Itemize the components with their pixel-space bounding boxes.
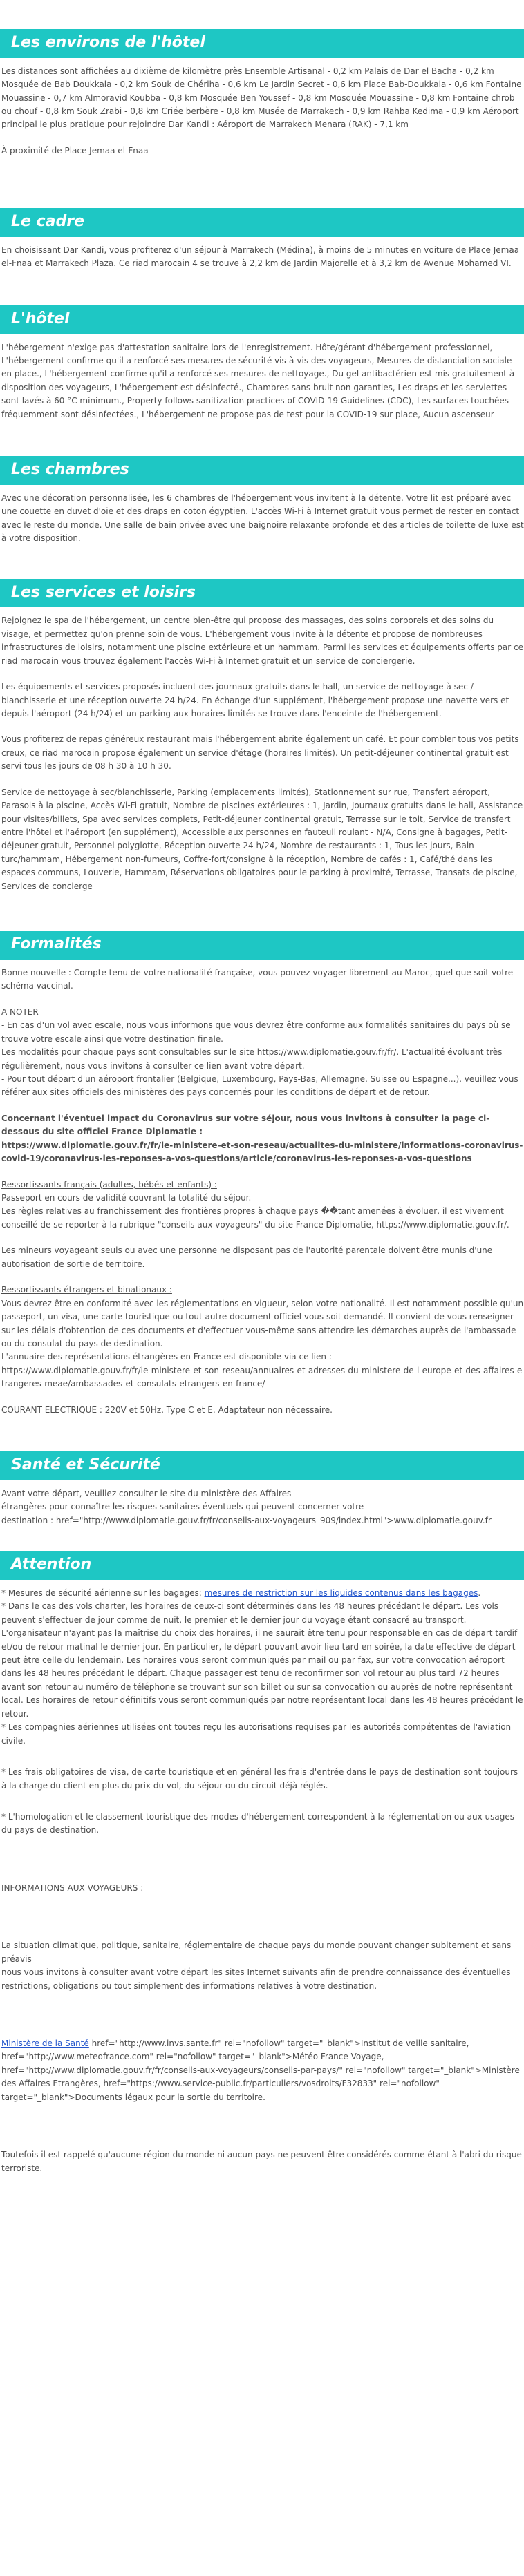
formalites-binationaux (1, 1284, 524, 1391)
section-title-formalites: Formalités (0, 931, 524, 960)
section-environs (0, 0, 524, 158)
formalites-a-noter (1, 1006, 524, 1100)
formalites-bonne-nouvelle: Bonne nouvelle : Compte tenu de votre nationalité française, vous pouvez voyager librement au Maroc, quel que soit votre schéma vaccinal. (1, 967, 514, 991)
section-cadre (0, 170, 524, 271)
section-content-chambres (0, 485, 524, 546)
sante-l3: destination : href="http://www.diplomatie.gouv.fr/fr/conseils-aux-voyageurs_909/index.html">www.diplomatie.gouv.fr (1, 1515, 492, 1525)
section-chambres (0, 434, 524, 545)
infos-voyageurs-l2: nous vous invitons à consulter avant votre départ les sites Internet suivants afin de prendre connaissance des éventuelles restrictions, obligations ou tout simplement des informations relatives à votre destination. (1, 1967, 511, 1991)
spacer (1, 1805, 524, 1811)
formalites-coronavirus (1, 1112, 524, 1166)
section-title-services: Les services et loisirs (0, 579, 524, 608)
spacer (1, 2117, 524, 2148)
section-title-attention: Attention (0, 1551, 524, 1580)
attention-terrorisme: Toutefois il est rappelé qu'aucune région du monde ni aucun pays ne peuvent être considérés comme étant à l'abri du risque terroriste. (1, 2150, 522, 2173)
services-spa: Rejoignez le spa de l'hébergement, un centre bien-être qui propose des massages, des soins corporels et des soins du visage, et permettez qu'on prenne soin de vous. L'hébergement vous invite à la détente et propose de nombreuses infrastructures de loisirs, notamment une piscine extérieure et un hammam. Parmi les services et équipements offerts par ce riad marocain vous trouvez également l'accès Wi-Fi à Internet gratuit et un service de conciergerie. (1, 616, 523, 666)
ressortissants-francais-passeport: Passeport en cours de validité couvrant la totalité du séjour. (1, 1193, 252, 1203)
infos-voyageurs-liens-text: href="http://www.invs.sante.fr" rel="nofollow" target="_blank">Institut de veille sanitaire, href="http://www.meteofrance.com" rel="nofollow" target="_blank">Météo France Voyage, href="http://www.diplomatie.gouv.fr/fr/conseils-aux-voyageurs/conseils-par-pays/" rel="nofollow" target="_blank">Ministère des Affaires Etrangères, href="https://www.service-public.fr/particuliers/vosdroits/F32833" rel="nofollow" target="_blank">Documents légaux pour la sortie du territoire. (1, 2039, 520, 2102)
attention-frais: * Les frais obligatoires de visa, de carte touristique et en général les frais d'entrée dans le pays de destination sont toujours à la charge du client en plus du prix du vol, du séjour ou du circuit déjà réglés. (1, 1767, 518, 1791)
infos-voyageurs-liens (1, 2037, 524, 2104)
section-title-chambres: Les chambres (0, 456, 524, 485)
spacer (1, 1760, 524, 1766)
section-attention (0, 1527, 524, 2175)
section-title-environs: Les environs de l'hôtel (0, 29, 524, 58)
section-title-sante: Santé et Sécurité (0, 1451, 524, 1480)
spacer (1, 1907, 524, 1939)
section-services (0, 558, 524, 894)
binationaux-text: Vous devrez être en conformité avec les réglementations en vigueur, selon votre nationalité. Il est notamment possible qu'un passeport, un visa, une carte touristique ou tout autre document officiel vous soit demandé. Il convient de vous renseigner sur les délais d'obtention de ces documents et d'effectuer vous-même sans attendre les démarches auprès de l'ambassade ou du consulat du pays de destination. (1, 1298, 524, 1348)
section-hotel (0, 283, 524, 421)
infos-voyageurs-l1: La situation climatique, politique, sanitaire, réglementaire de chaque pays du monde pouvant changer subitement et sans préavis (1, 1940, 512, 1964)
coronavirus-text: Concernant l'éventuel impact du Coronavirus sur votre séjour, nous vous invitons à consulter la page ci-dessous du site officiel France Diplomatie : (1, 1113, 490, 1137)
services-equipements: Les équipements et services proposés incluent des journaux gratuits dans le hall, un service de nettoyage à sec / blanchisserie et une réception ouverte 24 h/24. En échange d'un supplément, l'hébergement propose une navette vers et depuis l'aéroport (24 h/24) et un parking aux horaires limités se trouve dans l'enceinte de l'hébergement. (1, 682, 509, 718)
ressortissants-francais-regles: Les règles relatives au franchissement des frontières propres à chaque pays ��tant amenées à évoluer, il est vivement conseillé de se reporter à la rubrique "conseils aux voyageurs" du site France Diplomatie, https://www.diplomatie.gouv.fr/. (1, 1206, 509, 1230)
section-title-hotel: L'hôtel (0, 305, 524, 334)
attention-bagages-suffix: . (478, 1587, 481, 1598)
section-content-environs (0, 58, 524, 158)
section-content-sante (0, 1480, 524, 1527)
section-content-hotel (0, 334, 524, 422)
sante-l2: étrangères pour connaître les risques sanitaires éventuels qui peuvent concerner votre (1, 1502, 364, 1512)
binationaux-annuaire: L'annuaire des représentations étrangères en France est disponible via ce lien : (1, 1352, 332, 1362)
hotel-text: L'hébergement n'exige pas d'attestation sanitaire lors de l'enregistrement. Hôte/gérant d'hébergement professionnel, L'hébergement confirme qu'il a renforcé ses mesures de sécurité vis-à-vis des voyageurs, Mesures de distanciation sociale en place., L'hébergement confirme qu'il a renforcé ses mesures de nettoyage., Du gel antibactérien est mis gratuitement à disposition des voyageurs, L'hébergement est désinfecté., Chambres sans bruit non garanties, Les draps et les serviettes sont lavés à 60 °C minimum., Property follows sanitization practices of COVID-19 Guidelines (CDC), Les surfaces touchées fréquemment sont désinfectées., L'hébergement ne propose pas de test pour la COVID-19 sur place, Aucun ascenseur (1, 342, 515, 419)
coronavirus-url: https://www.diplomatie.gouv.fr/fr/le-ministere-et-son-reseau/actualites-du-ministere/informations-coronavirus-covid-19/coronavirus-les-reponses-a-vos-questions/article/coronavirus-les-reponses-a-vos-questions (1, 1140, 523, 1164)
attention-bagages (1, 1587, 524, 1600)
environs-distances: Les distances sont affichées au dixième de kilomètre près Ensemble Artisanal - 0,2 km Palais de Dar el Bacha - 0,2 km Mosquée de Bab Doukkala - 0,2 km Souk de Chériha - 0,6 km Le Jardin Secret - 0,6 km Place Bab-Doukkala - 0,6 km Fontaine Mouassine - 0,7 km Almoravid Koubba - 0,8 km Mosquée Ben Youssef - 0,8 km Mosquée Mouassine - 0,8 km Fontaine chrob ou chouf - 0,8 km Souk Zrabi - 0,8 km Criée berbère - 0,8 km Musée de Marrakech - 0,9 km Rahba Kedima - 0,9 km Aéroport principal le plus pratique pour rejoindre Dar Kandi : Aéroport de Marrakech Menara (RAK) - 7,1 km (1, 66, 522, 130)
cadre-text: En choisissant Dar Kandi, vous profiterez d'un séjour à Marrakech (Médina), à moins de 5 minutes en voiture de Place Jemaa el-Fnaa et Marrakech Plaza. Ce riad marocain 4 se trouve à 2,2 km de Jardin Majorelle et à 3,2 km de Avenue Mohamed VI. (1, 245, 520, 269)
binationaux-url: https://www.diplomatie.gouv.fr/fr/le-ministere-et-son-reseau/annuaires-et-adresses-du-ministere-de-l-europe-et-des-affaires-etrangeres-meae/ambassades-et-consulats-etrangers-en-france/ (1, 1365, 523, 1389)
ressortissants-francais-title: Ressortissants français (adultes, bébés et enfants) : (1, 1179, 217, 1190)
section-content-cadre (0, 237, 524, 271)
a-noter-escale: - En cas d'un vol avec escale, nous vous informons que vous devrez être conforme aux formalités sanitaires du pays où se trouve votre escale ainsi que votre destination finale. (1, 1020, 511, 1044)
ministere-sante-link[interactable]: Ministère de la Santé (1, 2039, 89, 2048)
infos-voyageurs-title: INFORMATIONS AUX VOYAGEURS : (1, 1882, 144, 1893)
spacer (1, 2005, 524, 2037)
a-noter-title: A NOTER (1, 1006, 39, 1017)
a-noter-modalites: Les modalités pour chaque pays sont consultables sur le site https://www.diplomatie.gouv.fr/fr/. L'actualité évoluant très régulièrement, nous vous invitons à consulter ce lien avant votre départ. (1, 1047, 503, 1071)
formalites-ressortissants-francais (1, 1179, 524, 1232)
attention-charter: * Dans le cas des vols charter, les horaires de ceux-ci sont déterminés dans les 48 heures précédant le départ. Les vols peuvent s'effectuer de jour comme de nuit, le premier et le dernier jour du voyage étant consacré au transport. L'organisateur n'ayant pas la maîtrise du choix des horaires, il ne saurait être tenu pour responsable en cas de départ tardif et/ou de retour matinal le dernier jour. En particulier, le départ pouvant avoir lieu tard en soirée, la date effective de départ peut être celle du lendemain. Les horaires vous seront communiqués par mail ou par fax, sur votre convocation aéroport dans les 48 heures précédant le départ. Chaque passager est tenu de reconfirmer son vol retour au plus tard 72 heures avant son retour au numéro de téléphone se trouvant sur son billet ou sur sa convocation ou auprès de notre représentant local. Les horaires de retour définitifs vous seront communiqués par notre représentant local dans les 48 heures précédant le retour. (1, 1601, 523, 1719)
section-title-cadre: Le cadre (0, 208, 524, 237)
attention-homologation: * L'homologation et le classement touristique des modes d'hébergement correspondent à la réglementation ou aux usages du pays de destination. (1, 1811, 514, 1835)
chambres-text: Avec une décoration personnalisée, les 6 chambres de l'hébergement vous invitent à la détente. Votre lit est préparé avec une couette en duvet d'oie et des draps en coton égyptien. L'accès Wi-Fi à Internet gratuit vous permet de rester en contact avec le reste du monde. Une salle de bain privée avec une baignoire relaxante profonde et des articles de toilette de luxe est à votre disposition. (1, 493, 524, 544)
sante-l1: Avant votre départ, veuillez consulter le site du ministère des Affaires (1, 1488, 292, 1498)
a-noter-frontalier: - Pour tout départ d'un aéroport frontalier (Belgique, Luxembourg, Pays-Bas, Allemagne, Suisse ou Espagne...), veuillez vous référer aux sites officiels des ministères des pays concernés pour les conditions de départ et de retour. (1, 1074, 518, 1098)
section-content-attention (0, 1580, 524, 2175)
attention-bagages-prefix: * Mesures de sécurité aérienne sur les bagages: (1, 1587, 205, 1598)
formalites-mineurs: Les mineurs voyageant seuls ou avec une personne ne disposant pas de l'autorité parentale doivent être munis d'une autorisation de sortie de territoire. (1, 1246, 493, 1269)
services-repas: Vous profiterez de repas généreux restaurant mais l'hébergement abrite également un café. Et pour combler tous vos petits creux, ce riad marocain propose également un service d'étage (horaires limités). Un petit-déjeuner continental gratuit est servi tous les jours de 08 h 30 à 10 h 30. (1, 734, 519, 772)
binationaux-title: Ressortissants étrangers et binationaux : (1, 1285, 172, 1295)
section-sante (0, 1429, 524, 1527)
section-content-formalites (0, 960, 524, 1417)
liquides-restriction-link[interactable]: mesures de restriction sur les liquides contenus dans les bagages (204, 1587, 478, 1598)
formalites-courant: COURANT ELECTRIQUE : 220V et 50Hz, Type C et E. Adaptateur non nécessaire. (1, 1404, 333, 1415)
spacer (1, 1850, 524, 1882)
environs-proximite: À proximité de Place Jemaa el-Fnaa (1, 145, 149, 155)
section-content-services (0, 607, 524, 893)
services-liste: Service de nettoyage à sec/blanchisserie, Parking (emplacements limités), Stationnement sur rue, Transfert aéroport, Parasols à la piscine, Accès Wi-Fi gratuit, Nombre de piscines extérieures : 1, Jardin, Journaux gratuits dans le hall, Assistance pour visites/billets, Spa avec services complets, Petit-déjeuner continental gratuit, Terrasse sur le toit, Service de transfert entre l'hôtel et l'aéroport (en supplément), Accessible aux personnes en fauteuil roulant - N/A, Consigne à bagages, Petit-déjeuner gratuit, Personnel polyglotte, Réception ouverte 24 h/24, Nombre de restaurants : 1, Tous les jours, Bain turc/hammam, Hébergement non-fumeurs, Coffre-fort/consigne à la réception, Nombre de cafés : 1, Café/thé dans les espaces communs, Louverie, Hammam, Réservations obligatoires pour le parking à proximité, Terrasse, Transats de piscine, Services de concierge (1, 787, 523, 891)
section-formalites (0, 906, 524, 1417)
attention-compagnies: * Les compagnies aériennes utilisées ont toutes reçu les autorisations requises par les autorités compétentes de l'aviation civile. (1, 1722, 512, 1746)
